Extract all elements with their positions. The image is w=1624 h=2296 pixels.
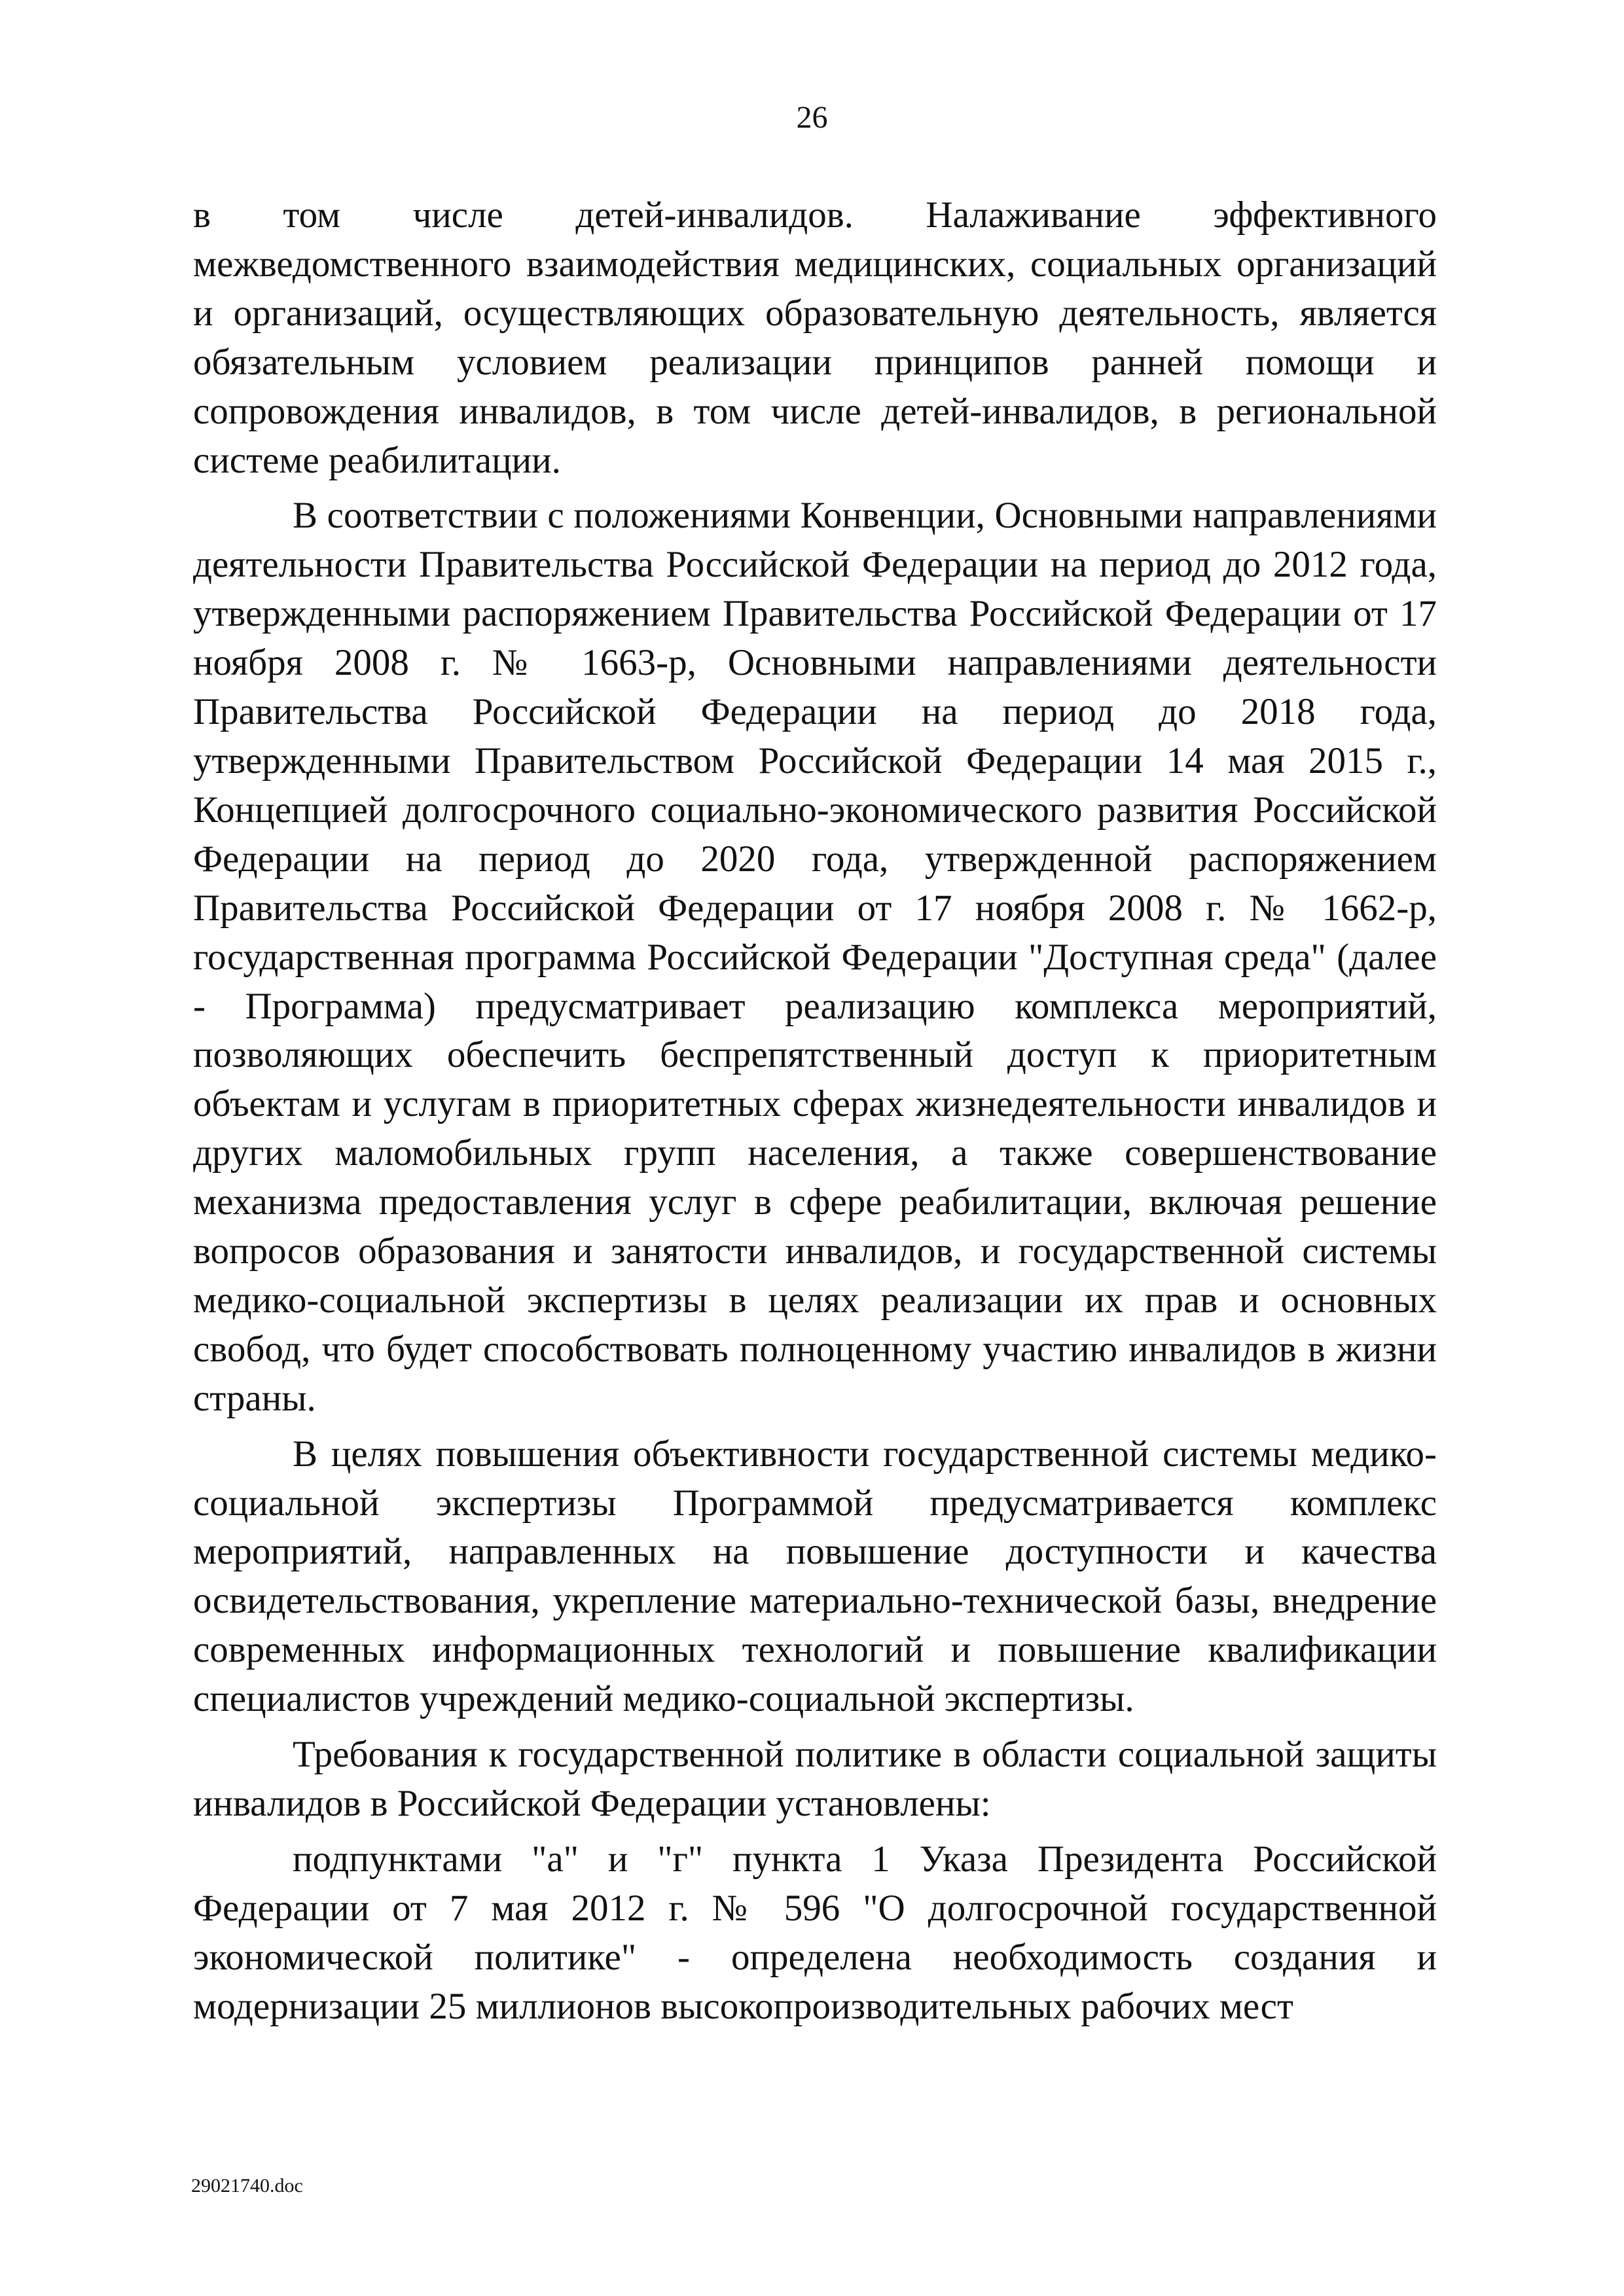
paragraph-mse-objectivity: В целях повышения объективности государственной системы медико-социальной экспертизы Программой предусматривается комплекс мероприятий, направленных на повышение доступности и качества освидетельствования, укрепление материально-технической базы, внедрение современных информационных технологий и повышение квалификации специалистов учреждений медико-социальной экспертизы. xyxy=(193,1433,1437,1720)
paragraph-decree-596: подпунктами "а" и "г" пункта 1 Указа Президента Российской Федерации от 7 мая 2012 г. № 596 "О долгосрочной государственной экономической политике" - определена необходимость создания и модернизации 25 миллионов высокопроизводительных рабочих мест xyxy=(193,1838,1437,2027)
page-number: 26 xyxy=(796,100,828,135)
paragraph-continuation: в том числе детей-инвалидов. Налаживание эффективного межведомственного взаимодействия медицинских, социальных организаций и организаций, осуществляющих образовательную деятельность, является обязательным условием реализации принципов ранней помощи и сопровождения инвалидов, в том числе детей-инвалидов, в региональной системе реабилитации. xyxy=(193,194,1437,481)
footer-filename: 29021740.doc xyxy=(191,2175,303,2197)
paragraph-policy-requirements: Требования к государственной политике в области социальной защиты инвалидов в Российской Федерации установлены: xyxy=(193,1734,1437,1824)
paragraph-convention: В соответствии с положениями Конвенции, Основными направлениями деятельности Правительства Российской Федерации на период до 2012 года, утвержденными распоряжением Правительства Российской Федерации от 17 ноября 2008 г. № 1663-р, Основными направлениями деятельности Правительства Российской Федерации на период до 2018 года, утвержденными Правительством Российской Федерации 14 мая 2015 г., Концепцией долгосрочного социально-экономического развития Российской Федерации на период до 2020 года, утвержденной распоряжением Правительства Российской Федерации от 17 ноября 2008 г. № 1662-р, государственная программа Российской Федерации "Доступная среда" (далее - Программа) предусматривает реализацию комплекса мероприятий, позволяющих обеспечить беспрепятственный доступ к приоритетным объектам и услугам в приоритетных сферах жизнедеятельности инвалидов и других маломобильных групп населения, а также совершенствование механизма предоставления услуг в сфере реабилитации, включая решение вопросов образования и занятости инвалидов, и государственной системы медико-социальной экспертизы в целях реализации их прав и основных свобод, что будет способствовать полноценному участию инвалидов в жизни страны. xyxy=(193,495,1437,1419)
document-body xyxy=(193,191,1437,2032)
